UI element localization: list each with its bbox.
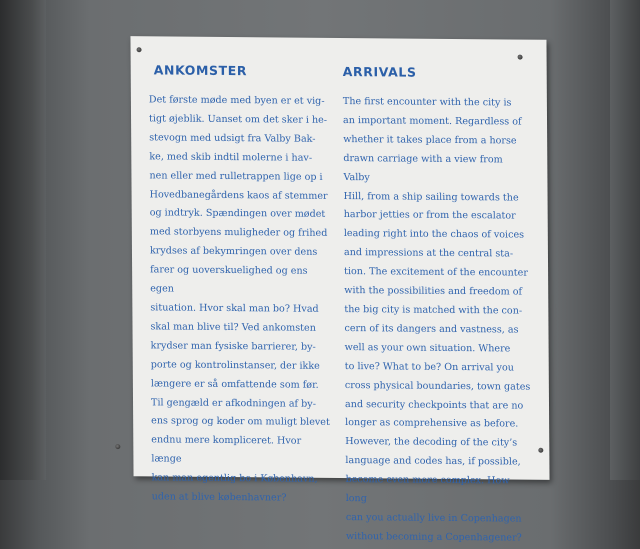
exhibit-sign-panel xyxy=(130,36,549,544)
english-body-text: The first encounter with the city is an important moment. Regardless of whether it takes place from a horse drawn carriage with a view from Valby Hill, from a ship sailing towards the harbor jetties or from the escalator leading right into the chaos of voices and impressions at the central sta- tion. The excitement of the encounter with the possibilities and freedom of the big city is matched with the con- cern of its dangers and vastness, as well as your own situation. Where to live? What to be? On arrival you cross physical boundaries, town gates and security checkpoints that are no longer as comprehensive as before. However, the decoding of the city’s language and codes has, if possible, become even more complex. How long can you actually live in Copenhagen without becoming a Copenhagener? xyxy=(342,96,531,544)
wall-shadow-left xyxy=(0,0,46,480)
screw-top-right xyxy=(518,55,523,60)
english-heading: ARRIVALS xyxy=(342,64,417,80)
danish-column xyxy=(149,62,332,509)
english-column xyxy=(343,64,532,548)
screw-top-left xyxy=(137,47,142,52)
screw-bottom-right xyxy=(538,448,543,453)
screw-bottom-left xyxy=(115,444,120,449)
danish-body-text: Det første møde med byen er et vig- tigt øjeblik. Uanset om det sker i he- stevogn med udsigt fra Valby Bak- ke, med skib indtil molerne i hav- nen eller med rulletrappen lige op i Hovedbanegårdens kaos af stemmer og indtryk. Spændingen over mødet med storbyens muligheder og frihed krydses af bekymringen over dens farer og uoverskuelighed og ens egen situation. Hvor skal man bo? Hvad skal man blive til? Ved ankomsten krydser man fysiske barrierer, by- porte og kontrolinstanser, der ikke længere er så omfattende som før. Til gengæld er afkodningen af by- ens sprog og koder om muligt blevet endnu mere kompliceret. Hvor længe kan man egentlig bo i København, uden at blive københavner? xyxy=(148,94,330,504)
danish-heading: ANKOMSTER xyxy=(153,62,248,79)
wall-shadow-right xyxy=(610,0,640,480)
